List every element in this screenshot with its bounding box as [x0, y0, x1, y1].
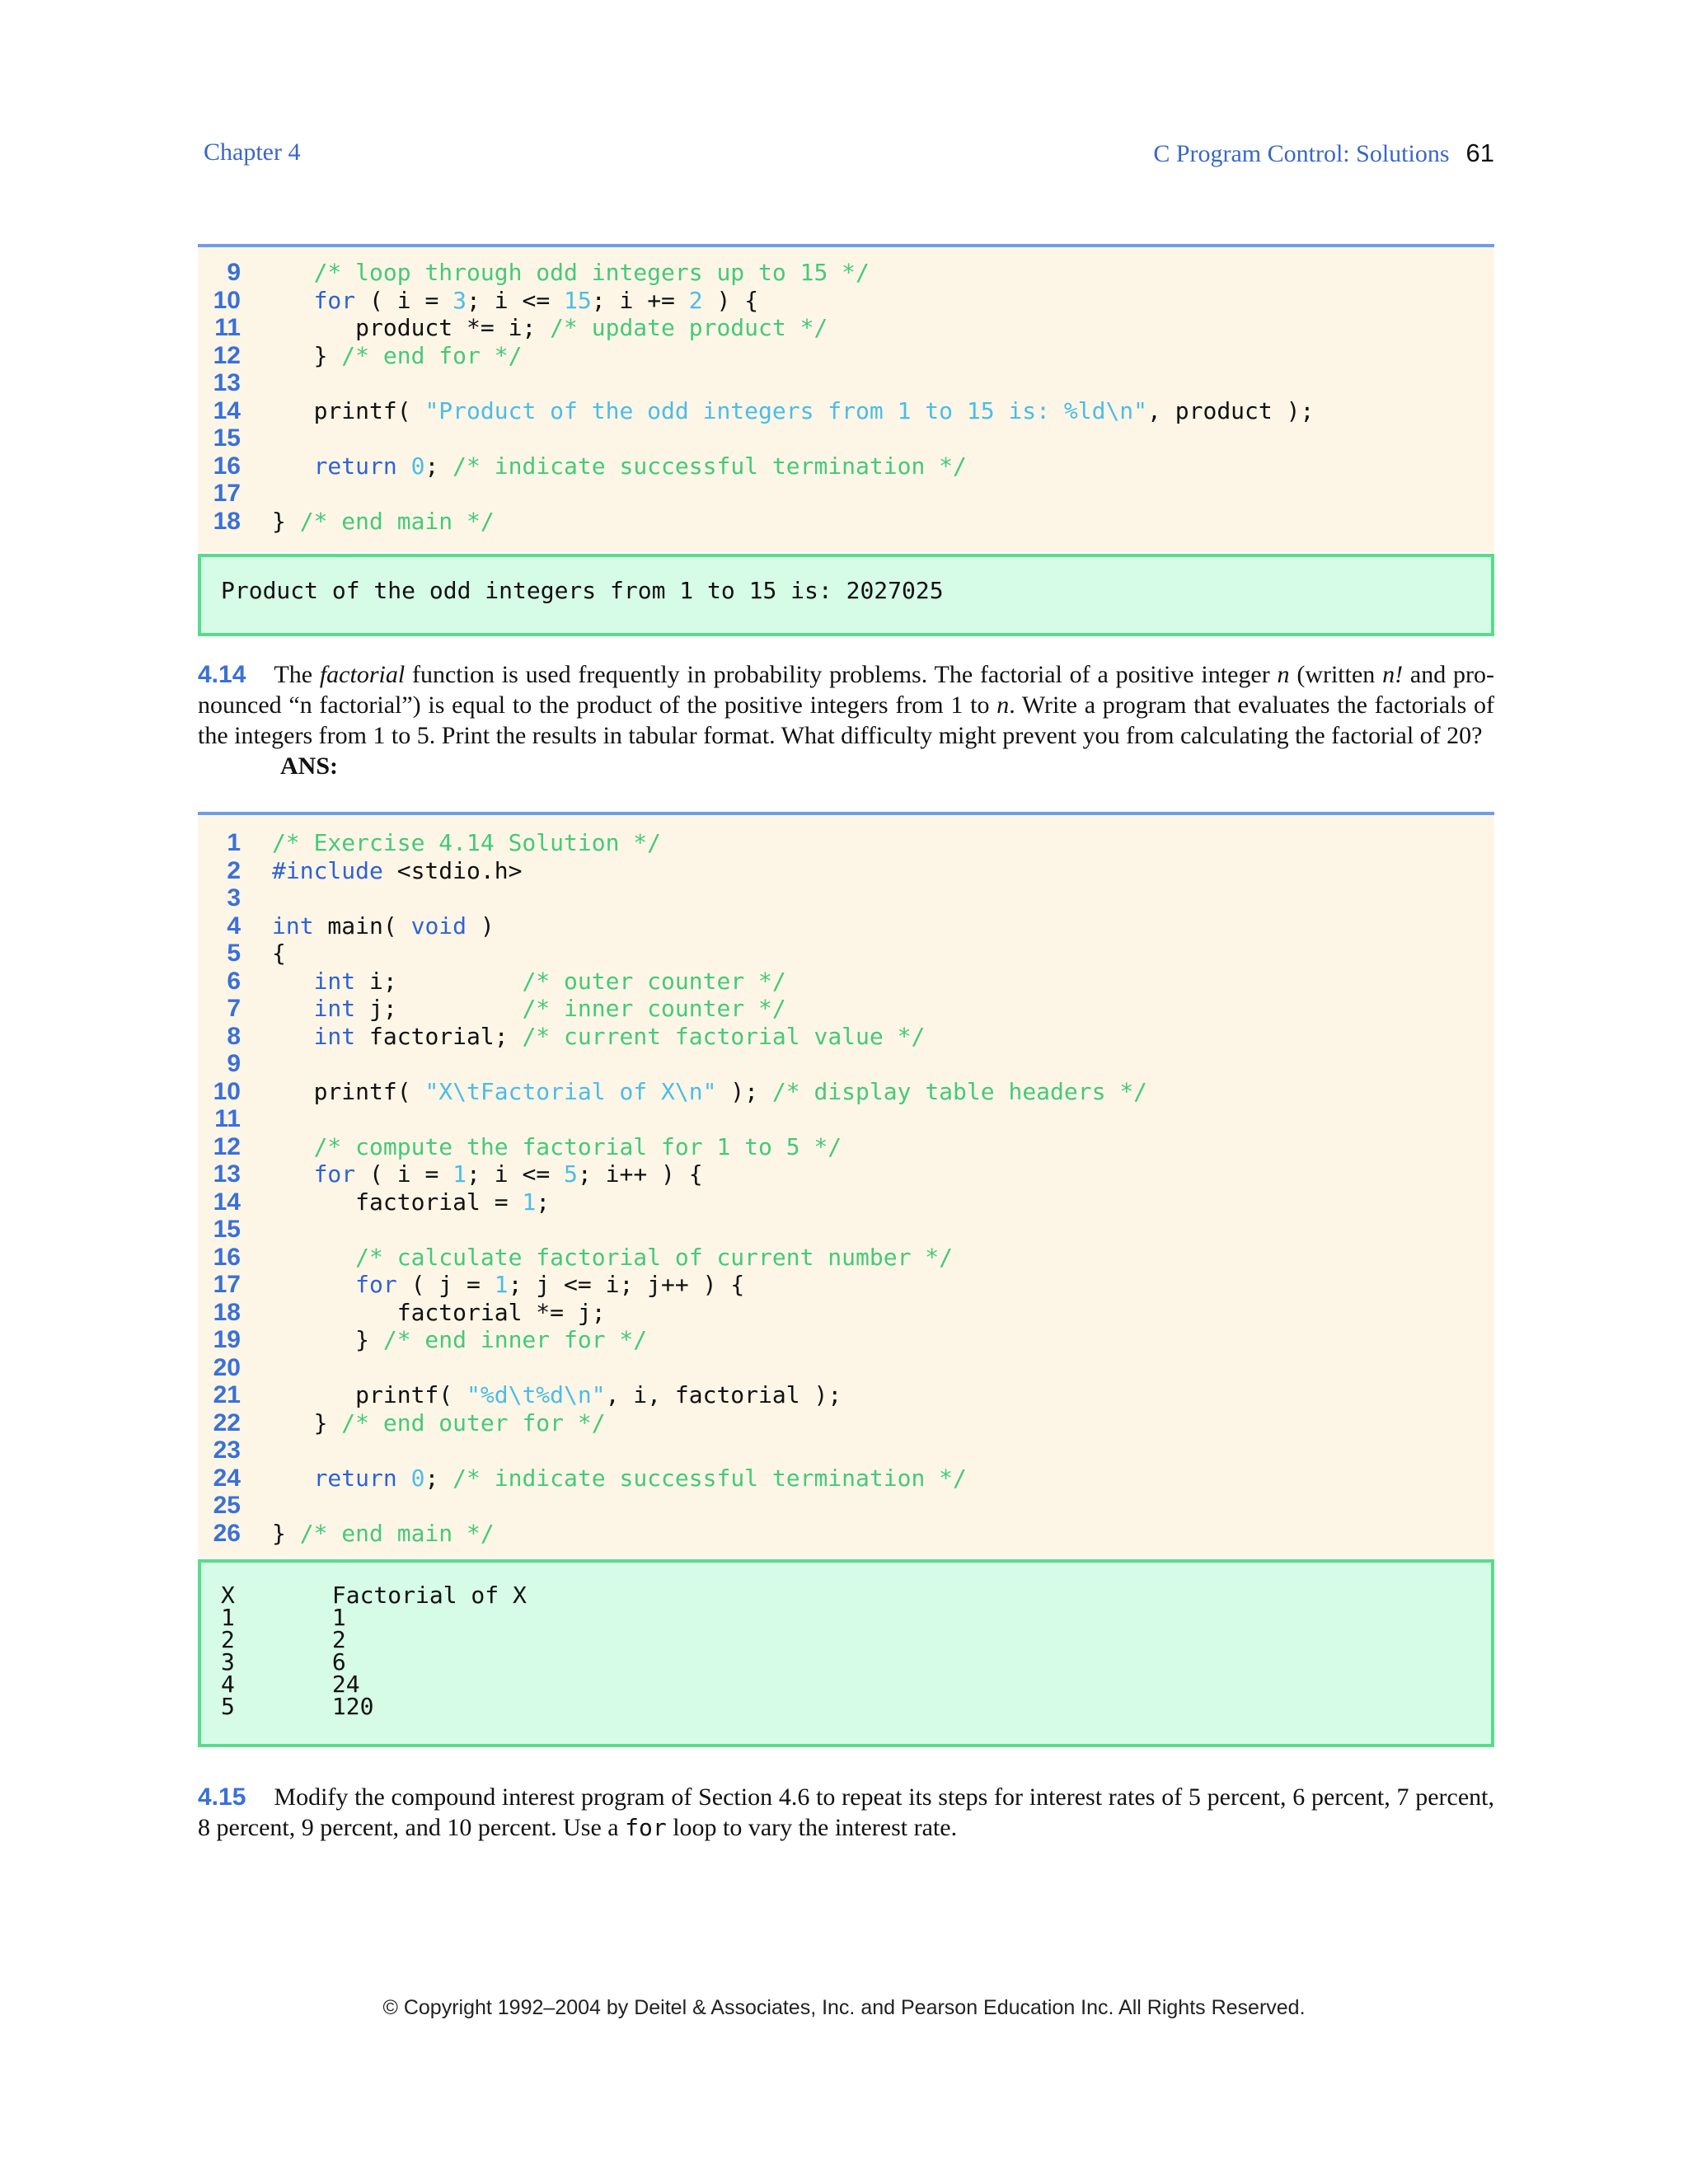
code-line [198, 1520, 1494, 1548]
code-comment: /* compute the factorial for 1 to 5 */ [313, 1132, 842, 1160]
code-text: j; [355, 995, 523, 1022]
code-line [198, 397, 1494, 425]
code-text [272, 287, 314, 314]
exercise-text: and pro-nounced “n factorial”) is equal to the product of the positive integers from 1 to [198, 661, 1495, 719]
line-number: 9 [227, 1050, 241, 1077]
line-number: 22 [213, 1408, 241, 1436]
code-line [198, 968, 1494, 996]
line-number: 1 [227, 829, 241, 856]
exercise-number: 4.15 [198, 1783, 246, 1811]
exercise-text: function is used frequently in probability problems. The factorial of a positive integer [405, 661, 1278, 688]
line-number: 23 [213, 1436, 241, 1464]
code-line [198, 1050, 1494, 1078]
code-content [272, 1271, 744, 1299]
code-text: } [272, 1519, 300, 1547]
code-keyword: int [313, 995, 356, 1022]
code-content [272, 1160, 703, 1188]
code-text [272, 1271, 355, 1298]
code-line [198, 940, 1494, 968]
output-line: 5 120 [221, 1693, 374, 1720]
exercise-text: . Write a program that evaluates the factorials of the integers from 1 to 5. Print the results in tabular format. What difficulty might prevent you from calculating the factorial of 20? [198, 691, 1494, 749]
code-comment: /* calculate factorial of current number */ [355, 1243, 954, 1271]
line-number: 15 [213, 424, 241, 452]
code-keyword: int [313, 967, 356, 995]
code-line [198, 1465, 1494, 1493]
line-number: 25 [213, 1492, 241, 1519]
code-text: <stdio.h> [382, 856, 523, 884]
code-text: ; i <= [467, 1160, 565, 1188]
code-text: i; [355, 967, 523, 995]
code-text [272, 995, 314, 1022]
exercise-4-14 [198, 659, 1494, 781]
code-content [272, 857, 522, 885]
code-content [272, 1520, 495, 1548]
code-line [198, 259, 1494, 287]
code-text: { [272, 940, 286, 967]
line-number: 6 [227, 967, 241, 995]
code-text: ) { [702, 286, 759, 314]
line-number: 18 [213, 1298, 241, 1326]
code-keyword: for [355, 1271, 397, 1298]
code-comment: /* end main */ [299, 1519, 495, 1547]
code-keyword: for [313, 286, 356, 314]
code-comment: /* display table headers */ [771, 1077, 1148, 1105]
code-text [397, 1465, 411, 1492]
code-keyword: int [313, 1022, 356, 1050]
code-content [272, 968, 786, 996]
line-number: 7 [227, 995, 241, 1022]
code-line [198, 1299, 1494, 1327]
exercise-text: (written [1289, 661, 1383, 688]
code-text [272, 1160, 314, 1188]
code-text [272, 1023, 314, 1050]
code-content [272, 1326, 647, 1354]
code-line [198, 1381, 1494, 1409]
code-content [272, 1188, 550, 1216]
code-line [198, 369, 1494, 397]
code-text: ( i = [355, 286, 453, 314]
code-text: ( j = [396, 1271, 495, 1298]
code-comment: /* end main */ [299, 507, 495, 535]
code-text: ; [536, 1188, 551, 1216]
header-right [1153, 138, 1494, 168]
code-comment: /* Exercise 4.14 Solution */ [272, 829, 662, 856]
line-number: 16 [213, 1243, 241, 1271]
code-text: printf( [272, 1077, 425, 1105]
code-text: ; [424, 1464, 453, 1492]
line-number: 10 [213, 286, 241, 314]
code-number: 1 [452, 1160, 467, 1188]
code-content [272, 1133, 842, 1161]
code-line [198, 1492, 1494, 1520]
code-text: main( [313, 912, 411, 940]
code-text: factorial = [272, 1188, 523, 1216]
program-output-factorial-table [198, 1559, 1494, 1747]
code-string: "X\tFactorial of X\n" [424, 1077, 717, 1105]
code-line [198, 1326, 1494, 1354]
line-number: 24 [213, 1464, 241, 1492]
code-comment: /* end outer for */ [341, 1408, 606, 1436]
code-string: "Product of the odd integers from 1 to 15 is: %ld\n" [424, 396, 1148, 424]
code-content [272, 397, 1314, 425]
line-number: 8 [227, 1022, 241, 1050]
chapter-label: Chapter 4 [204, 138, 301, 166]
code-line [198, 1078, 1494, 1106]
code-content [272, 940, 286, 968]
code-content [272, 995, 786, 1023]
code-line [198, 1244, 1494, 1272]
code-line [198, 1271, 1494, 1299]
code-text [272, 1465, 314, 1492]
line-number: 13 [213, 1160, 241, 1188]
output-line: Product of the odd integers from 1 to 15 is: 2027025 [221, 577, 944, 604]
code-text: product *= i; [272, 314, 551, 341]
program-output-product [198, 554, 1494, 636]
exercise-text-italic: n! [1382, 661, 1404, 688]
code-line [198, 829, 1494, 857]
code-content [272, 1244, 953, 1272]
page-number: 61 [1465, 138, 1494, 167]
code-comment: /* indicate successful termination */ [452, 452, 967, 480]
code-text: factorial *= j; [272, 1298, 606, 1326]
code-line [198, 452, 1494, 480]
code-line [198, 995, 1494, 1023]
code-line [198, 857, 1494, 885]
code-number: 0 [410, 1464, 425, 1492]
code-content [272, 342, 522, 370]
line-number: 14 [213, 396, 241, 424]
output-line: X Factorial of X [221, 1582, 527, 1609]
code-line [198, 287, 1494, 315]
code-line [198, 1023, 1494, 1051]
line-number: 10 [213, 1077, 241, 1105]
code-text: ); [716, 1077, 772, 1105]
code-content [272, 1299, 606, 1327]
code-text: , i, factorial ); [605, 1381, 842, 1408]
code-text [272, 259, 314, 286]
code-line [198, 1133, 1494, 1161]
code-line [198, 508, 1494, 536]
code-comment: /* current factorial value */ [522, 1022, 926, 1050]
code-line [198, 1216, 1494, 1244]
code-text: } [272, 341, 342, 369]
output-line: 3 6 [221, 1648, 346, 1675]
code-text: ( i = [355, 1160, 453, 1188]
code-number: 0 [410, 452, 425, 480]
code-comment: /* end for */ [341, 341, 523, 369]
output-line: 2 2 [221, 1626, 346, 1653]
code-content [272, 1381, 842, 1409]
code-number: 3 [452, 286, 467, 314]
code-line [198, 1409, 1494, 1437]
copyright-footer: © Copyright 1992–2004 by Deitel & Associates, Inc. and Pearson Education Inc. All Rights Reserved. [382, 1996, 1306, 2019]
code-text [272, 1133, 314, 1160]
code-keyword: void [410, 912, 467, 940]
code-text [272, 1244, 355, 1271]
code-line [198, 314, 1494, 342]
code-content [272, 259, 870, 287]
line-number: 20 [213, 1353, 241, 1381]
code-content [272, 508, 495, 536]
code-comment: /* loop through odd integers up to 15 */ [313, 259, 870, 286]
code-keyword: return [313, 1464, 397, 1492]
exercise-text-italic: factorial [319, 661, 406, 688]
exercise-4-15 [198, 1782, 1494, 1843]
line-number: 2 [227, 856, 241, 884]
code-content [272, 452, 967, 480]
code-content [272, 829, 661, 857]
code-content [272, 1078, 1147, 1106]
line-number: 15 [213, 1216, 241, 1243]
code-text: } [272, 507, 300, 535]
code-line [198, 424, 1494, 452]
code-text: ; i++ ) { [577, 1160, 703, 1188]
code-content [272, 314, 828, 342]
line-number: 13 [213, 369, 241, 396]
line-number: 4 [227, 912, 241, 940]
code-text: ; [424, 452, 453, 480]
code-comment: /* inner counter */ [522, 995, 786, 1022]
line-number: 11 [214, 1105, 241, 1132]
code-text: ; i += [591, 286, 689, 314]
line-number: 9 [227, 259, 241, 286]
code-text: factorial; [355, 1022, 523, 1050]
exercise-text: loop to vary the interest rate. [666, 1814, 958, 1841]
output-line: 1 1 [221, 1604, 346, 1631]
code-comment: /* indicate successful termination */ [452, 1464, 967, 1492]
code-content [272, 912, 495, 940]
exercise-number: 4.14 [198, 661, 246, 688]
code-text [397, 452, 411, 480]
exercise-text: The [274, 661, 320, 688]
code-text [272, 968, 314, 995]
line-number: 17 [213, 1271, 241, 1298]
line-number: 5 [227, 940, 241, 967]
code-keyword: for [313, 1160, 356, 1188]
answer-label: ANS: [280, 752, 339, 780]
code-number: 15 [564, 286, 592, 314]
line-number: 17 [213, 480, 241, 507]
code-comment: /* update product */ [550, 314, 828, 341]
code-comment: /* end inner for */ [382, 1326, 648, 1353]
code-comment: /* outer counter */ [522, 967, 786, 995]
inline-code-for: for [625, 1814, 667, 1841]
code-keyword: int [272, 912, 314, 940]
line-number: 3 [227, 884, 241, 912]
code-listing-continued [198, 244, 1494, 552]
code-text: ) [467, 912, 495, 940]
page-header [204, 138, 1494, 178]
code-string: "%d\t%d\n" [467, 1381, 606, 1408]
code-text: printf( [272, 1381, 467, 1408]
code-text: ; j <= i; j++ ) { [508, 1271, 745, 1298]
code-text [272, 452, 314, 480]
line-number: 12 [213, 341, 241, 369]
code-number: 1 [494, 1271, 509, 1298]
code-text: printf( [272, 396, 425, 424]
section-title: C Program Control: Solutions [1153, 140, 1450, 167]
line-number: 12 [213, 1132, 241, 1160]
code-text: } [272, 1408, 342, 1436]
code-line [198, 912, 1494, 940]
line-number: 16 [213, 452, 241, 480]
code-number: 2 [688, 286, 703, 314]
code-keyword: #include [272, 856, 383, 884]
code-keyword: return [313, 452, 397, 480]
code-line [198, 1436, 1494, 1465]
code-line [198, 1354, 1494, 1382]
output-line: 4 24 [221, 1671, 360, 1698]
line-number: 19 [213, 1326, 241, 1353]
line-number: 14 [213, 1188, 241, 1216]
line-number: 18 [213, 507, 241, 535]
code-line [198, 884, 1494, 912]
code-text: ; i <= [467, 286, 565, 314]
code-listing-exercise-4-14 [198, 812, 1494, 1558]
code-text: , product ); [1147, 396, 1315, 424]
exercise-text: Modify the compound interest program of Section 4.6 to repeat its steps for interest rates of 5 percent, 6 percent, 7 percent, 8 percent, 9 percent, and 10 percent. Use a [198, 1783, 1494, 1841]
code-content [272, 287, 758, 315]
code-line [198, 1105, 1494, 1133]
line-number: 21 [213, 1381, 241, 1408]
code-line [198, 480, 1494, 508]
code-content [272, 1465, 967, 1493]
code-number: 5 [564, 1160, 578, 1188]
line-number: 11 [214, 314, 241, 341]
exercise-text-italic: n [1277, 661, 1290, 688]
code-line [198, 1160, 1494, 1188]
code-number: 1 [522, 1188, 537, 1216]
code-text: } [272, 1326, 383, 1353]
code-content [272, 1409, 606, 1437]
line-number: 26 [213, 1519, 241, 1547]
exercise-text-italic: n [996, 691, 1010, 719]
code-line [198, 342, 1494, 370]
code-content [272, 1023, 925, 1051]
code-line [198, 1188, 1494, 1216]
